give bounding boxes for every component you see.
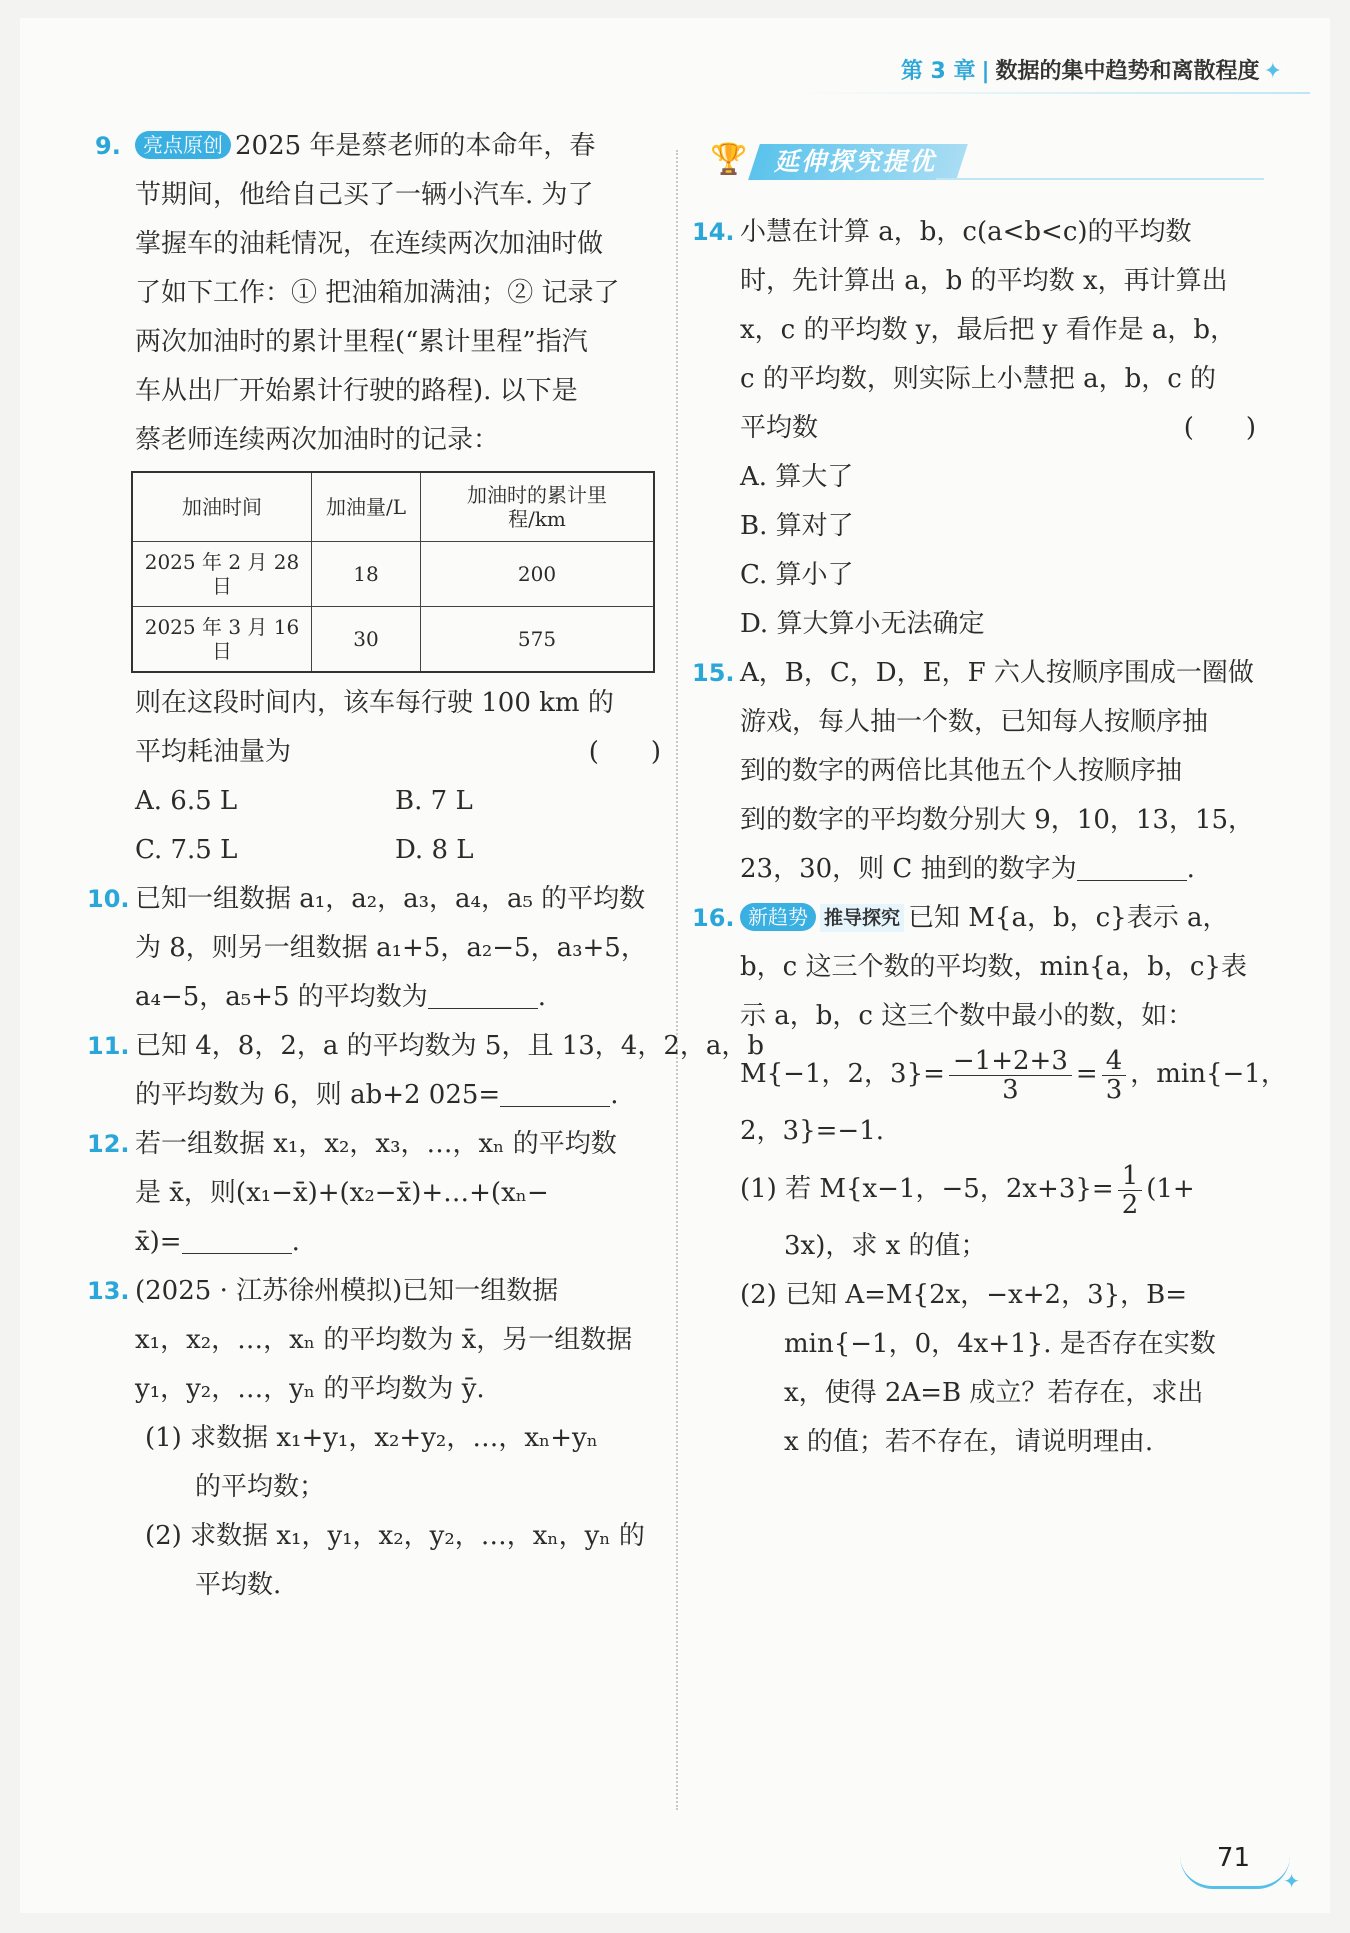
q9-line-1: 节期间，他给自己买了一辆小汽车. 为了	[135, 180, 594, 210]
option-c: C. 算小了	[740, 560, 854, 590]
answer-paren: ( )	[1183, 413, 1256, 443]
table-row	[132, 607, 654, 673]
q9-after-1: 平均耗油量为	[135, 737, 292, 767]
fraction-denominator: 3	[1105, 1074, 1123, 1105]
q16-line-1: b，c 这三个数的平均数，min{a，b，c}表	[740, 952, 1247, 982]
question-12	[87, 1120, 665, 1267]
q15-line-0: A，B，C，D，E，F 六人按顺序围成一圈做	[740, 658, 1254, 688]
question-number: 16.	[692, 904, 735, 932]
question-number: 12.	[87, 1130, 130, 1158]
period: .	[291, 1227, 300, 1257]
q10-line-1: 为 8，则另一组数据 a₁+5，a₂−5，a₃+5，	[135, 933, 647, 963]
sub1-left: (1) 若 M{x−1，−5，2x+3}=	[740, 1174, 1114, 1204]
q16-line-2: 示 a，b，c 这三个数中最小的数，如：	[740, 1001, 1194, 1031]
q16-sub2-line-3: x 的值；若不存在，请说明理由.	[784, 1427, 1154, 1457]
fuel-record-table	[131, 471, 655, 673]
banner-rule	[936, 178, 1264, 180]
q10-line-2: a₄−5，a₅+5 的平均数为	[135, 982, 428, 1012]
half-fraction	[1118, 1162, 1143, 1219]
question-15	[692, 649, 1260, 894]
answer-blank	[500, 1076, 610, 1107]
option-c: C. 7.5 L	[135, 835, 238, 865]
q11-line-0: 已知 4，8，2，a 的平均数为 5，且 13，4，2，a，b	[135, 1031, 765, 1061]
option-d: D. 8 L	[395, 835, 474, 865]
answer-blank	[1077, 850, 1187, 881]
fraction-denominator: 2	[1121, 1189, 1139, 1220]
q16-sub-1	[740, 1156, 1260, 1271]
example-fraction-2	[1102, 1047, 1127, 1104]
original-badge: 亮点原创	[135, 131, 231, 159]
q12-line-2: x̄)=	[135, 1227, 182, 1257]
equals: =	[1075, 1059, 1098, 1089]
q13-sub-2	[135, 1512, 665, 1610]
option-d: D. 算大算小无法确定	[740, 609, 985, 639]
q9-line-6: 蔡老师连续两次加油时的记录：	[135, 425, 500, 455]
q9-options	[135, 777, 665, 875]
fraction-numerator: 4	[1102, 1047, 1127, 1076]
question-14	[692, 208, 1260, 649]
option-a: A. 算大了	[740, 462, 854, 492]
q13-line-2: y₁，y₂，…，yₙ 的平均数为 ȳ.	[135, 1374, 485, 1404]
answer-paren: ( )	[588, 737, 661, 767]
period: .	[1186, 854, 1195, 884]
option-a: A. 6.5 L	[135, 786, 238, 816]
q9-line-4: 两次加油时的累计里程(“累计里程”指汽	[135, 327, 588, 357]
chapter-header	[901, 54, 1282, 85]
q14-line-0: 小慧在计算 a，b，c(a<b<c)的平均数	[740, 217, 1192, 247]
q13-sub2-line-1: 平均数.	[195, 1570, 282, 1600]
table-header-row	[132, 472, 654, 542]
question-number: 14.	[692, 218, 735, 246]
example-right: ，min{−1，	[1130, 1059, 1287, 1089]
question-13	[87, 1267, 665, 1610]
q12-line-0: 若一组数据 x₁，x₂，x₃，…，xₙ 的平均数	[135, 1129, 617, 1159]
q14-line-4: 平均数	[740, 413, 819, 443]
banner-ribbon	[748, 144, 968, 180]
q13-sub1-line-1: 的平均数；	[195, 1472, 326, 1502]
question-10	[87, 875, 665, 1022]
right-column	[692, 208, 1287, 1467]
q9-line-0: 2025 年是蔡老师的本命年，春	[235, 131, 596, 161]
table-cell: 200	[421, 542, 655, 607]
q15-line-3: 到的数字的平均数分别大 9，10，13，15，	[740, 805, 1255, 835]
question-16	[692, 894, 1287, 1467]
table-header: 加油量/L	[312, 472, 421, 542]
q13-line-0: (2025 · 江苏徐州模拟)已知一组数据	[135, 1276, 559, 1306]
answer-blank	[428, 978, 538, 1009]
table-cell: 2025 年 3 月 16 日	[132, 607, 312, 673]
banner-label: 延伸探究提优	[774, 147, 937, 176]
q9-line-2: 掌握车的油耗情况，在连续两次加油时做	[135, 229, 604, 259]
q15-line-2: 到的数字的两倍比其他五个人按顺序抽	[740, 756, 1183, 786]
example-left: M{−1，2，3}=	[740, 1059, 945, 1089]
sub1-right: (1+	[1146, 1174, 1195, 1204]
q16-sub2-line-2: x，使得 2A=B 成立？若存在，求出	[784, 1378, 1204, 1408]
q15-line-4: 23，30，则 C 抽到的数字为	[740, 854, 1077, 884]
q14-line-2: x，c 的平均数 y，最后把 y 看作是 a，b，	[740, 315, 1237, 345]
option-b: B. 算对了	[740, 511, 854, 541]
fraction-numerator: 1	[1118, 1162, 1143, 1191]
q16-line-0: 已知 M{a，b，c}表示 a，	[908, 903, 1229, 933]
table-header: 加油时的累计里程/km	[421, 472, 655, 542]
q9-after-0: 则在这段时间内，该车每行驶 100 km 的	[135, 688, 614, 718]
question-9	[95, 122, 665, 875]
q16-sub2-line-1: min{−1，0，4x+1}. 是否存在实数	[784, 1329, 1216, 1359]
q9-line-3: 了如下工作：① 把油箱加满油；② 记录了	[135, 278, 620, 308]
question-11	[87, 1022, 765, 1120]
table-cell: 18	[312, 542, 421, 607]
q13-sub2-line-0: (2) 求数据 x₁，y₁，x₂，y₂，…，xₙ，yₙ 的	[145, 1521, 645, 1551]
header-separator: |	[981, 59, 990, 84]
page-number: 71	[1216, 1843, 1250, 1873]
table-header: 加油时间	[132, 472, 312, 542]
question-number: 9.	[95, 132, 121, 160]
question-number: 13.	[87, 1277, 130, 1305]
q12-line-1: 是 x̄，则(x₁−x̄)+(x₂−x̄)+…+(xₙ−	[135, 1178, 549, 1208]
sub1-tail: 3x)，求 x 的值；	[784, 1231, 987, 1261]
q9-line-5: 车从出厂开始累计行驶的路程). 以下是	[135, 376, 578, 406]
section-banner	[706, 140, 1264, 184]
question-number: 15.	[692, 659, 735, 687]
q14-line-1: 时，先计算出 a，b 的平均数 x，再计算出	[740, 266, 1228, 296]
q11-line-1: 的平均数为 6，则 ab+2 025=	[135, 1080, 501, 1110]
header-rule	[800, 92, 1310, 94]
star-icon: ✦	[1263, 59, 1282, 84]
fraction-denominator: 3	[1002, 1074, 1019, 1105]
trend-badge: 新趋势	[740, 903, 816, 931]
table-row	[132, 542, 654, 607]
period: .	[610, 1080, 619, 1110]
trophy-icon: 🏆	[710, 142, 748, 177]
q13-sub-1	[135, 1414, 665, 1512]
q16-sub2-line-0: (2) 已知 A=M{2x，−x+2，3}，B=	[740, 1280, 1188, 1310]
derivation-badge: 推导探究	[820, 904, 904, 932]
table-cell: 575	[421, 607, 655, 673]
q15-line-1: 游戏，每人抽一个数，已知每人按顺序抽	[740, 707, 1209, 737]
period: .	[537, 982, 547, 1012]
example-fraction	[949, 1047, 1072, 1104]
table-cell: 30	[312, 607, 421, 673]
chapter-number: 第 3 章	[900, 59, 976, 84]
q13-sub1-line-0: (1) 求数据 x₁+y₁，x₂+y₂，…，xₙ+yₙ	[145, 1423, 598, 1453]
chapter-title: 数据的集中趋势和离散程度	[995, 59, 1260, 84]
column-divider	[676, 150, 678, 1810]
option-b: B. 7 L	[395, 786, 473, 816]
answer-blank	[182, 1223, 292, 1254]
question-number: 10.	[87, 885, 130, 913]
star-icon: ✦	[1283, 1869, 1300, 1893]
q16-example	[740, 1041, 1287, 1107]
q13-line-1: x₁，x₂，…，xₙ 的平均数为 x̄，另一组数据	[135, 1325, 633, 1355]
q10-line-0: 已知一组数据 a₁，a₂，a₃，a₄，a₅ 的平均数	[135, 884, 646, 914]
question-number: 11.	[87, 1032, 130, 1060]
q16-sub-2	[740, 1271, 1260, 1467]
q14-line-3: c 的平均数，则实际上小慧把 a，b，c 的	[740, 364, 1217, 394]
q16-example-tail: 2，3}=−1.	[740, 1116, 885, 1146]
table-cell: 2025 年 2 月 28 日	[132, 542, 312, 607]
fraction-numerator: −1+2+3	[949, 1047, 1072, 1076]
